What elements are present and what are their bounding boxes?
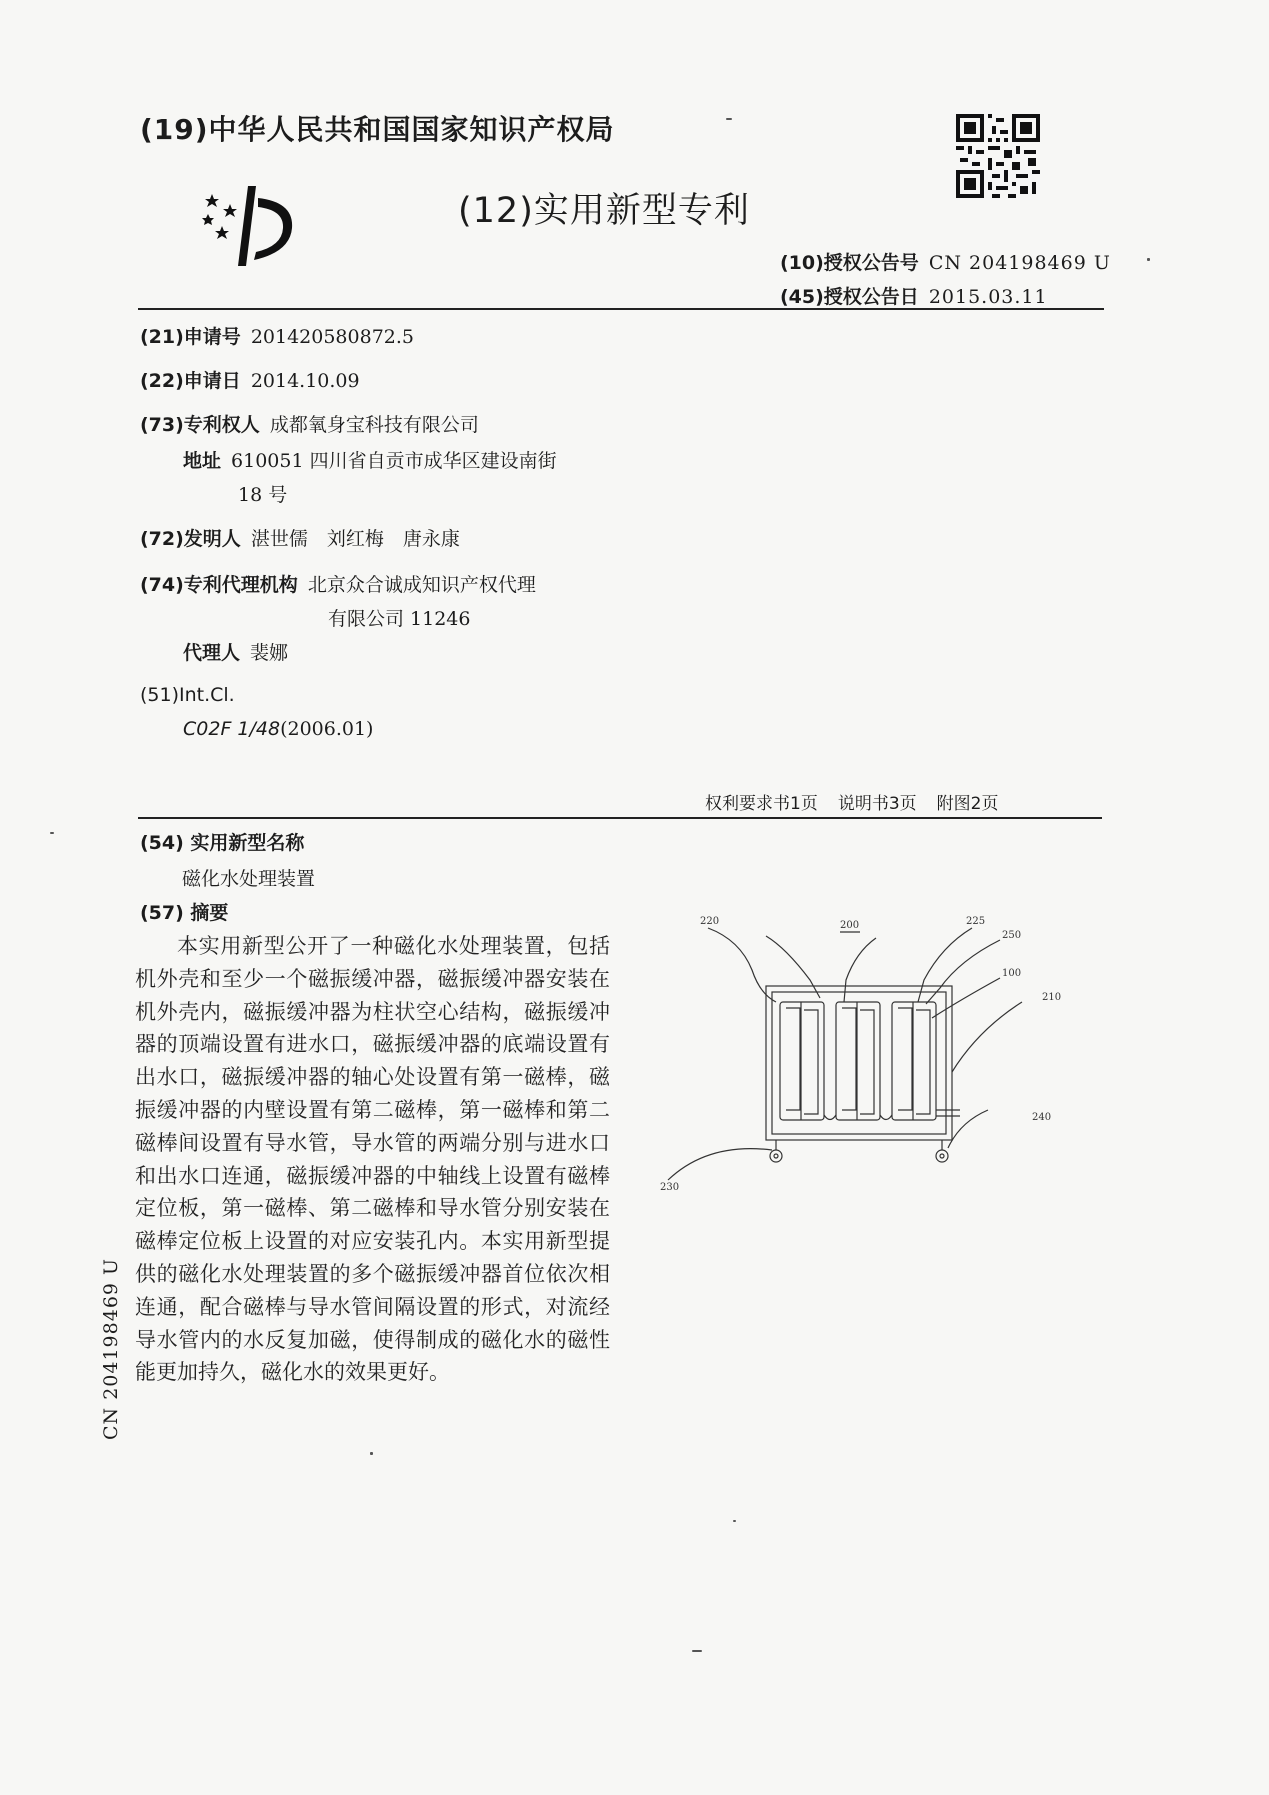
utility-model-title: 磁化水处理装置 xyxy=(182,868,316,890)
agency-line-2: 有限公司 11246 xyxy=(328,608,471,630)
agent-row xyxy=(183,638,288,665)
application-number-row xyxy=(140,322,414,349)
figure-label-250: 250 xyxy=(1002,930,1022,941)
document-type: (12)实用新型专利 xyxy=(458,191,750,231)
utility-model-name-heading xyxy=(140,828,304,855)
application-date: 2014.10.09 xyxy=(250,370,360,392)
section-rule xyxy=(138,817,1102,819)
publication-date-label: (45)授权公告日 xyxy=(780,286,919,308)
figure-label-220: 220 xyxy=(700,916,720,927)
qr-code-icon xyxy=(956,114,1040,198)
address-line-1: 610051 四川省自贡市成华区建设南街 xyxy=(231,450,557,472)
figure-label-240: 240 xyxy=(1032,1112,1052,1123)
scan-speck xyxy=(1147,258,1150,261)
description-page-count: 说明书3页 xyxy=(837,794,917,814)
address-line-2: 18 号 xyxy=(238,484,288,506)
patentee-label: (73)专利权人 xyxy=(140,414,260,436)
patentee-row xyxy=(140,410,479,437)
abstract-label: (57) 摘要 xyxy=(140,902,229,924)
agency-line-1: 北京众合诚成知识产权代理 xyxy=(307,574,536,596)
publication-date-row xyxy=(780,282,1048,309)
address-label: 地址 xyxy=(183,450,222,472)
agency-row xyxy=(140,570,536,597)
application-date-label: (22)申请日 xyxy=(140,370,241,392)
inventors-row xyxy=(140,524,460,551)
figure-label-210: 210 xyxy=(1042,992,1062,1003)
abstract-heading xyxy=(140,898,228,925)
application-number: 201420580872.5 xyxy=(250,326,415,348)
claims-page-count: 权利要求书1页 xyxy=(705,794,818,814)
scan-speck xyxy=(692,1650,702,1652)
device-figure xyxy=(660,910,1080,1270)
inventors-label: (72)发明人 xyxy=(140,528,241,550)
ipc-code: C02F 1/48 xyxy=(183,718,281,740)
scan-speck xyxy=(370,1452,373,1455)
office-name: (19)中华人民共和国国家知识产权局 xyxy=(140,113,615,146)
publication-date: 2015.03.11 xyxy=(928,286,1048,308)
sipo-logo-icon xyxy=(200,180,312,270)
publication-number: CN 204198469 U xyxy=(928,252,1111,274)
ipc-label: (51)Int.Cl. xyxy=(140,684,235,706)
header-rule xyxy=(138,308,1104,310)
publication-number-label: (10)授权公告号 xyxy=(780,252,919,274)
publication-number-row xyxy=(780,248,1111,275)
figure-label-200: 200 xyxy=(840,920,860,931)
inventors: 湛世儒 刘红梅 唐永康 xyxy=(250,528,460,550)
agent: 裴娜 xyxy=(250,642,289,664)
scan-speck xyxy=(726,118,732,120)
application-date-row xyxy=(140,366,360,393)
ipc-classification xyxy=(183,718,373,740)
application-number-label: (21)申请号 xyxy=(140,326,241,348)
title-label: (54) 实用新型名称 xyxy=(140,832,305,854)
agency-label: (74)专利代理机构 xyxy=(140,574,298,596)
page-counts xyxy=(705,789,1018,814)
ipc-version: (2006.01) xyxy=(280,718,374,740)
drawings-page-count: 附图2页 xyxy=(936,794,999,814)
ipc-row xyxy=(140,684,235,706)
scan-speck xyxy=(50,832,54,834)
address-row xyxy=(183,446,557,473)
figure-label-100: 100 xyxy=(1002,968,1022,979)
patentee: 成都氧身宝科技有限公司 xyxy=(269,414,479,436)
agent-label: 代理人 xyxy=(183,642,241,664)
side-publication-number: CN 204198469 U xyxy=(100,1257,122,1440)
scan-speck xyxy=(733,1520,736,1522)
abstract-text: 本实用新型公开了一种磁化水处理装置，包括机外壳和至少一个磁振缓冲器，磁振缓冲器安装在机外壳内，磁振缓冲器为柱状空心结构，磁振缓冲器的顶端设置有进水口，磁振缓冲器的底端设置有出水口，磁振缓冲器的轴心处设置有第一磁棒，磁振缓冲器的内壁设置有第二磁棒，第一磁棒和第二磁棒间设置有导水管，导水管的两端分别与进水口和出水口连通，磁振缓冲器的中轴线上设置有磁棒定位板，第一磁棒、第二磁棒和导水管分别安装在磁棒定位板上设置的对应安装孔内。本实用新型提供的磁化水处理装置的多个磁振缓冲器首位依次相连通，配合磁棒与导水管间隔设置的形式，对流经导水管内的水反复加磁，使得制成的磁化水的磁性能更加持久，磁化水的效果更好。 xyxy=(135,934,610,1385)
figure-label-230: 230 xyxy=(660,1182,680,1193)
figure-label-225: 225 xyxy=(966,916,986,927)
